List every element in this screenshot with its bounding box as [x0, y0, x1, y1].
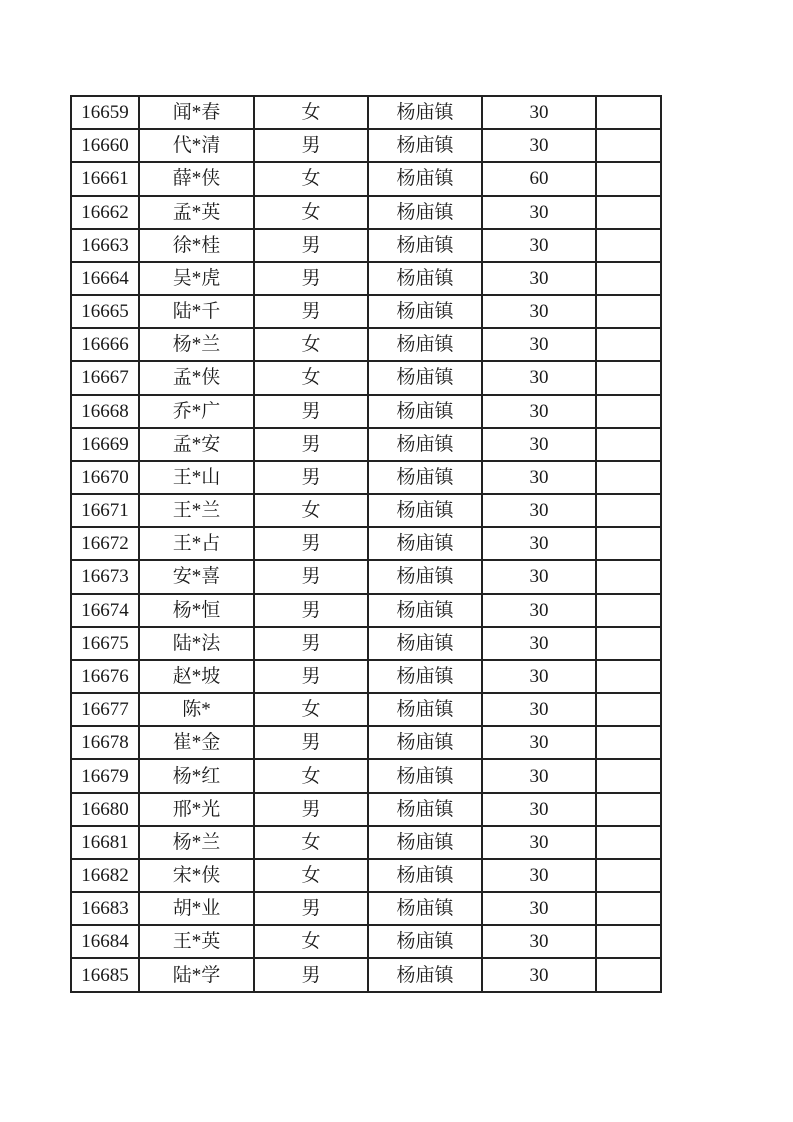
cell-town: 杨庙镇 — [368, 527, 482, 560]
cell-id: 16682 — [71, 859, 139, 892]
cell-blank — [596, 958, 661, 992]
table-row — [71, 395, 661, 428]
cell-amount: 30 — [482, 328, 596, 361]
cell-amount: 30 — [482, 295, 596, 328]
cell-gender: 男 — [254, 660, 368, 693]
cell-town: 杨庙镇 — [368, 395, 482, 428]
cell-town: 杨庙镇 — [368, 162, 482, 195]
cell-gender: 女 — [254, 196, 368, 229]
table-row — [71, 826, 661, 859]
cell-id: 16681 — [71, 826, 139, 859]
cell-town: 杨庙镇 — [368, 793, 482, 826]
cell-blank — [596, 461, 661, 494]
cell-name: 代*清 — [139, 129, 254, 162]
cell-town: 杨庙镇 — [368, 726, 482, 759]
cell-gender: 女 — [254, 361, 368, 394]
cell-id: 16672 — [71, 527, 139, 560]
cell-name: 王*兰 — [139, 494, 254, 527]
cell-id: 16683 — [71, 892, 139, 925]
cell-id: 16669 — [71, 428, 139, 461]
cell-blank — [596, 693, 661, 726]
cell-name: 杨*兰 — [139, 826, 254, 859]
cell-blank — [596, 494, 661, 527]
table-row — [71, 958, 661, 992]
cell-town: 杨庙镇 — [368, 759, 482, 792]
cell-blank — [596, 328, 661, 361]
cell-town: 杨庙镇 — [368, 958, 482, 992]
cell-amount: 30 — [482, 693, 596, 726]
cell-blank — [596, 295, 661, 328]
cell-amount: 60 — [482, 162, 596, 195]
cell-blank — [596, 262, 661, 295]
cell-gender: 男 — [254, 627, 368, 660]
cell-town: 杨庙镇 — [368, 461, 482, 494]
cell-town: 杨庙镇 — [368, 892, 482, 925]
table-row — [71, 560, 661, 593]
cell-id: 16675 — [71, 627, 139, 660]
cell-blank — [596, 594, 661, 627]
cell-amount: 30 — [482, 726, 596, 759]
cell-name: 杨*恒 — [139, 594, 254, 627]
cell-id: 16673 — [71, 560, 139, 593]
cell-id: 16676 — [71, 660, 139, 693]
cell-amount: 30 — [482, 594, 596, 627]
cell-gender: 男 — [254, 560, 368, 593]
cell-id: 16668 — [71, 395, 139, 428]
cell-gender: 女 — [254, 494, 368, 527]
cell-amount: 30 — [482, 859, 596, 892]
cell-amount: 30 — [482, 958, 596, 992]
cell-blank — [596, 428, 661, 461]
cell-blank — [596, 892, 661, 925]
cell-gender: 男 — [254, 395, 368, 428]
cell-blank — [596, 229, 661, 262]
cell-blank — [596, 96, 661, 129]
cell-name: 陆*千 — [139, 295, 254, 328]
cell-amount: 30 — [482, 494, 596, 527]
cell-amount: 30 — [482, 395, 596, 428]
cell-id: 16680 — [71, 793, 139, 826]
cell-town: 杨庙镇 — [368, 262, 482, 295]
cell-name: 崔*金 — [139, 726, 254, 759]
cell-amount: 30 — [482, 428, 596, 461]
cell-id: 16663 — [71, 229, 139, 262]
cell-name: 陆*学 — [139, 958, 254, 992]
cell-name: 孟*侠 — [139, 361, 254, 394]
cell-id: 16661 — [71, 162, 139, 195]
cell-amount: 30 — [482, 793, 596, 826]
cell-id: 16677 — [71, 693, 139, 726]
cell-blank — [596, 660, 661, 693]
table-row — [71, 96, 661, 129]
cell-gender: 女 — [254, 859, 368, 892]
cell-name: 陆*法 — [139, 627, 254, 660]
cell-name: 闻*春 — [139, 96, 254, 129]
cell-id: 16671 — [71, 494, 139, 527]
cell-blank — [596, 395, 661, 428]
cell-blank — [596, 129, 661, 162]
cell-amount: 30 — [482, 527, 596, 560]
cell-gender: 女 — [254, 826, 368, 859]
cell-name: 孟*安 — [139, 428, 254, 461]
cell-gender: 女 — [254, 96, 368, 129]
cell-gender: 男 — [254, 793, 368, 826]
cell-amount: 30 — [482, 660, 596, 693]
cell-gender: 男 — [254, 527, 368, 560]
cell-id: 16679 — [71, 759, 139, 792]
cell-name: 乔*广 — [139, 395, 254, 428]
table-row — [71, 162, 661, 195]
cell-blank — [596, 726, 661, 759]
cell-town: 杨庙镇 — [368, 428, 482, 461]
table-row — [71, 859, 661, 892]
cell-name: 邢*光 — [139, 793, 254, 826]
cell-town: 杨庙镇 — [368, 925, 482, 958]
cell-amount: 30 — [482, 461, 596, 494]
cell-amount: 30 — [482, 229, 596, 262]
cell-id: 16664 — [71, 262, 139, 295]
cell-amount: 30 — [482, 129, 596, 162]
cell-id: 16665 — [71, 295, 139, 328]
table-row — [71, 726, 661, 759]
table-row — [71, 229, 661, 262]
cell-town: 杨庙镇 — [368, 560, 482, 593]
cell-id: 16667 — [71, 361, 139, 394]
cell-name: 杨*红 — [139, 759, 254, 792]
cell-id: 16660 — [71, 129, 139, 162]
cell-town: 杨庙镇 — [368, 693, 482, 726]
cell-blank — [596, 560, 661, 593]
cell-gender: 女 — [254, 693, 368, 726]
table-row — [71, 361, 661, 394]
cell-name: 王*英 — [139, 925, 254, 958]
cell-gender: 女 — [254, 759, 368, 792]
cell-amount: 30 — [482, 262, 596, 295]
cell-name: 吴*虎 — [139, 262, 254, 295]
cell-id: 16666 — [71, 328, 139, 361]
table-row — [71, 328, 661, 361]
cell-amount: 30 — [482, 560, 596, 593]
cell-name: 徐*桂 — [139, 229, 254, 262]
cell-town: 杨庙镇 — [368, 594, 482, 627]
cell-gender: 男 — [254, 229, 368, 262]
table-row — [71, 660, 661, 693]
table-row — [71, 494, 661, 527]
table-row — [71, 693, 661, 726]
cell-blank — [596, 925, 661, 958]
cell-blank — [596, 162, 661, 195]
cell-blank — [596, 759, 661, 792]
cell-town: 杨庙镇 — [368, 328, 482, 361]
cell-blank — [596, 793, 661, 826]
cell-name: 薛*侠 — [139, 162, 254, 195]
cell-town: 杨庙镇 — [368, 196, 482, 229]
table-row — [71, 925, 661, 958]
cell-id: 16662 — [71, 196, 139, 229]
cell-name: 孟*英 — [139, 196, 254, 229]
table-row — [71, 262, 661, 295]
cell-blank — [596, 196, 661, 229]
cell-id: 16670 — [71, 461, 139, 494]
cell-amount: 30 — [482, 96, 596, 129]
cell-gender: 男 — [254, 594, 368, 627]
cell-amount: 30 — [482, 196, 596, 229]
cell-amount: 30 — [482, 826, 596, 859]
table-row — [71, 129, 661, 162]
table-body — [71, 96, 661, 992]
cell-town: 杨庙镇 — [368, 129, 482, 162]
cell-amount: 30 — [482, 361, 596, 394]
table-row — [71, 892, 661, 925]
beneficiary-table — [70, 95, 662, 993]
cell-gender: 男 — [254, 726, 368, 759]
cell-amount: 30 — [482, 892, 596, 925]
cell-blank — [596, 361, 661, 394]
cell-town: 杨庙镇 — [368, 361, 482, 394]
cell-blank — [596, 627, 661, 660]
cell-town: 杨庙镇 — [368, 826, 482, 859]
cell-name: 王*占 — [139, 527, 254, 560]
table-row — [71, 527, 661, 560]
cell-gender: 男 — [254, 428, 368, 461]
cell-id: 16678 — [71, 726, 139, 759]
table-row — [71, 461, 661, 494]
cell-gender: 女 — [254, 925, 368, 958]
cell-id: 16659 — [71, 96, 139, 129]
cell-blank — [596, 859, 661, 892]
cell-name: 安*喜 — [139, 560, 254, 593]
table-row — [71, 428, 661, 461]
cell-name: 王*山 — [139, 461, 254, 494]
cell-amount: 30 — [482, 627, 596, 660]
cell-name: 胡*业 — [139, 892, 254, 925]
cell-gender: 女 — [254, 328, 368, 361]
cell-amount: 30 — [482, 925, 596, 958]
cell-gender: 男 — [254, 295, 368, 328]
cell-town: 杨庙镇 — [368, 295, 482, 328]
cell-town: 杨庙镇 — [368, 96, 482, 129]
table-row — [71, 759, 661, 792]
cell-name: 宋*侠 — [139, 859, 254, 892]
table-row — [71, 295, 661, 328]
cell-blank — [596, 826, 661, 859]
cell-id: 16684 — [71, 925, 139, 958]
cell-town: 杨庙镇 — [368, 229, 482, 262]
table-row — [71, 594, 661, 627]
table-row — [71, 793, 661, 826]
cell-gender: 女 — [254, 162, 368, 195]
cell-gender: 男 — [254, 958, 368, 992]
cell-gender: 男 — [254, 262, 368, 295]
cell-gender: 男 — [254, 129, 368, 162]
cell-gender: 男 — [254, 892, 368, 925]
cell-town: 杨庙镇 — [368, 627, 482, 660]
cell-town: 杨庙镇 — [368, 859, 482, 892]
cell-id: 16674 — [71, 594, 139, 627]
cell-name: 赵*坡 — [139, 660, 254, 693]
cell-name: 陈* — [139, 693, 254, 726]
table-row — [71, 627, 661, 660]
table-row — [71, 196, 661, 229]
cell-town: 杨庙镇 — [368, 494, 482, 527]
cell-id: 16685 — [71, 958, 139, 992]
cell-name: 杨*兰 — [139, 328, 254, 361]
cell-gender: 男 — [254, 461, 368, 494]
cell-town: 杨庙镇 — [368, 660, 482, 693]
cell-amount: 30 — [482, 759, 596, 792]
cell-blank — [596, 527, 661, 560]
